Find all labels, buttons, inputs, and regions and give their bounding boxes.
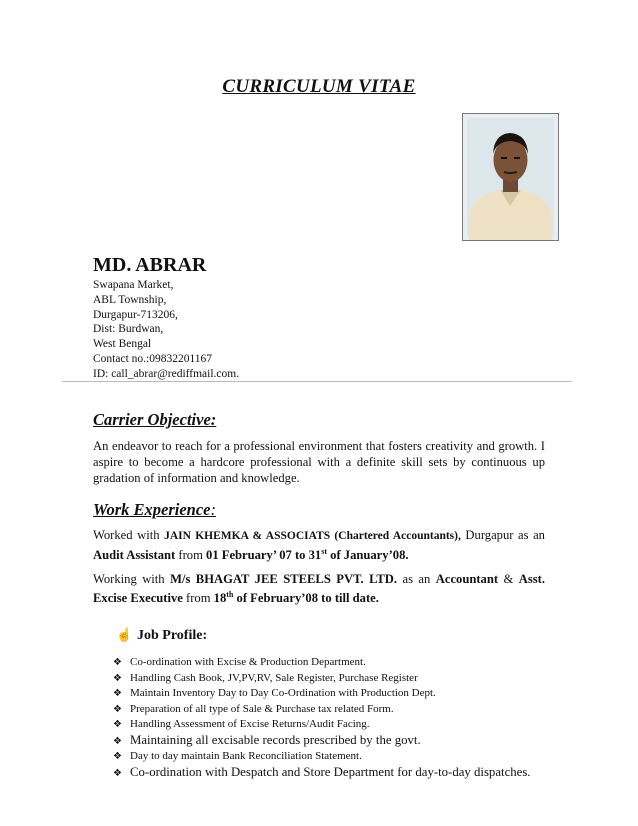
job2-text: Working with [93,572,171,586]
section-divider [62,381,572,382]
job1-date: of January’08. [327,548,409,563]
job1-text: Durgapur as an [460,528,545,542]
address-line: ABL Township, [93,293,167,306]
list-item [113,765,531,781]
job2-role: Accountant [435,572,499,586]
address-line: Dist: Burdwan, [93,323,164,336]
diamond-bullet-icon: ❖ [113,688,122,700]
job2-role: Asst. Excise Executive [93,572,545,606]
contact-number: Contact no.:09832201167 [93,352,213,365]
list-item [113,749,531,765]
objective-text: An endeavor to reach for a professional environment that fosters creativity and growth. I aspire to become a hardcore professional with a definite skill sets by continuous up gradation of information and knowledge. [93,439,545,485]
job2-text: from [182,591,214,606]
list-item-text: Day to day maintain Bank Reconciliation Statement. [130,750,362,763]
list-item-text: Preparation of all type of Sale & Purchase tax related Form. [130,702,394,715]
job-profile-list [113,655,531,781]
job1-text: from [175,548,207,563]
email-id: ID: call_abrar@rediffmail.com. [93,367,240,380]
job1-text: Worked with [93,528,165,542]
job-profile-heading-text: Job Profile: [137,628,208,643]
diamond-bullet-icon: ❖ [113,767,122,779]
diamond-bullet-icon: ❖ [113,719,122,731]
candidate-name: MD. ABRAR [93,254,207,276]
address-line: Durgapur-713206, [93,308,178,321]
list-item-text: Co-ordination with Excise & Production Department. [130,656,366,668]
job1-company: JAIN KHEMKA & ASSOCIATS (Chartered Accountants), [164,530,461,542]
experience-heading-colon: : [210,500,216,519]
objective-heading: Carrier Objective: [93,410,217,429]
diamond-bullet-icon: ❖ [113,751,122,763]
list-item [113,717,531,733]
diamond-bullet-icon: ❖ [113,672,122,684]
job1-role: Audit Assistant [93,548,176,563]
list-item-text: Maintain Inventory Day to Day Co-Ordination with Production Dept. [130,687,436,700]
diamond-bullet-icon: ❖ [113,703,122,715]
job2-date: 18 [213,591,227,606]
job-profile-heading [116,627,207,644]
experience-entry-1 [93,527,545,563]
job1-date: 01 February’ 07 to 31 [206,548,322,563]
address-line: West Bengal [93,338,152,351]
job2-date: of February’08 to till date. [233,591,379,606]
address-line: Swapana Market, [93,279,174,291]
experience-entry-2 [93,571,545,606]
job2-text: as an [397,572,436,586]
experience-heading [93,500,216,520]
list-item [113,686,531,702]
job2-date-suffix: th [226,590,234,599]
job2-text: & [498,572,519,586]
list-item [113,671,531,687]
diamond-bullet-icon: ❖ [113,735,122,747]
list-item-text: Co-ordination with Despatch and Store Department for day-to-day dispatches. [130,764,531,779]
document-title: CURRICULUM VITAE [222,76,416,97]
list-item-text: Maintaining all excisable records prescribed by the govt. [130,732,421,747]
list-item-text: Handling Assessment of Excise Returns/Audit Facing. [130,718,370,731]
pointing-hand-icon: ☝ [116,627,133,642]
profile-photo [462,113,559,241]
person-portrait-icon [463,114,558,240]
job2-company: M/s BHAGAT JEE STEELS PVT. LTD. [170,572,398,586]
diamond-bullet-icon: ❖ [113,657,122,668]
contact-address-block [93,278,239,382]
list-item [113,655,531,671]
job1-date-suffix: st [321,547,327,556]
list-item [113,733,531,749]
list-item-text: Handling Cash Book, JV,PV,RV, Sale Register, Purchase Register [130,671,418,684]
list-item [113,702,531,718]
experience-heading-text: Work Experience [93,500,211,519]
